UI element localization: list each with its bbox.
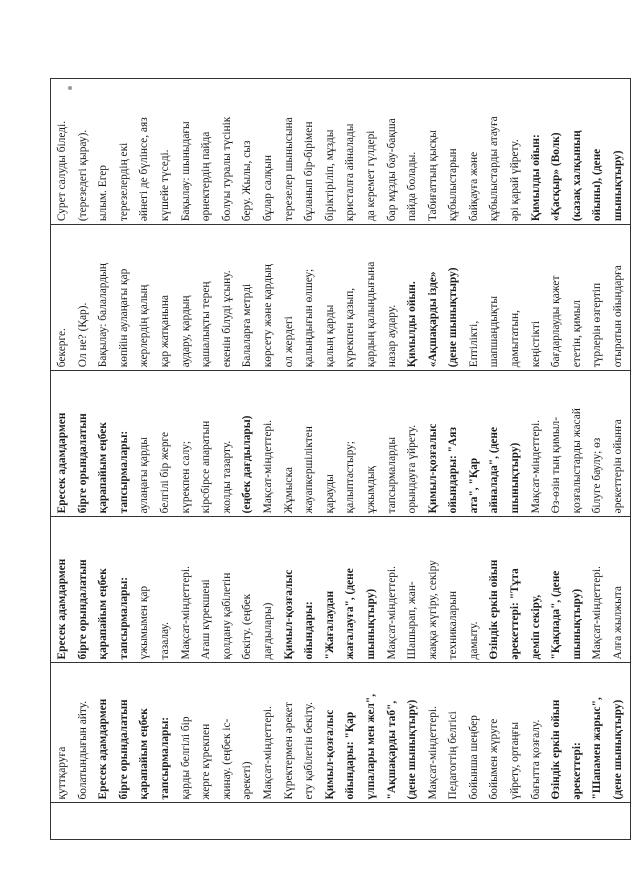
cell-line: қашалықты терең — [200, 281, 213, 368]
cell-line: "Шапамен жарыс", — [591, 697, 604, 800]
cell-line: (терезедегі қырау). — [76, 129, 89, 222]
cell-line: аулаңағы қарды — [138, 437, 151, 514]
cell-line: (дене шынықтыру) — [406, 699, 419, 800]
cell-line: бойымен жүруге — [488, 718, 501, 800]
cell-line: әрекеті) — [241, 761, 254, 800]
cell-line: Ересек адамдармен — [56, 412, 68, 514]
cell-line: шынықтыру) — [570, 588, 583, 660]
schedule-table — [50, 78, 631, 840]
cell-line: кірсбірсе апаратын — [200, 420, 213, 514]
cell-line: ойындары: "Қар — [344, 711, 357, 800]
cell-line: пайда болады. — [406, 151, 419, 222]
cell-line: "Жағалаудан — [323, 590, 336, 660]
cell-line: «Қасқыр» (Волк) — [550, 132, 563, 222]
cell-line: "Ақшақарды таб", — [385, 700, 398, 800]
cell-line: Сурет салуды біледі. — [56, 120, 68, 222]
cell-line: бағытта қозғалу. — [529, 719, 542, 800]
cell-line: Бақылау: шыныдағы — [179, 121, 192, 222]
cell-line: құбылыстарын — [447, 148, 460, 222]
cell-line: тапсырмалары: — [117, 576, 130, 660]
cell-line: шынықтыру) — [612, 150, 625, 222]
cell-line: жинау. (еңбек іс- — [220, 718, 233, 800]
cell-line: Бақылау: балалардың — [97, 263, 110, 368]
cell-line: қалыңдығын өлшеу; — [303, 268, 316, 368]
cell-line: Ересек адамдармен — [56, 558, 68, 660]
day-cell-2 — [51, 517, 631, 663]
cell-line: түрлерін өзгертіп — [591, 282, 604, 368]
cell-line: тапсырмалары: — [117, 430, 130, 514]
cell-line: Қимыл-қозғалыс — [323, 709, 336, 800]
cell-line: болатындығын айту. — [76, 700, 89, 800]
cell-line: үйрету, ортаңғы — [509, 722, 522, 800]
cell-line: айналада", (дене — [488, 426, 501, 514]
cell-line: Мақсат-міндеттері. — [591, 565, 604, 660]
cell-line: ылым. Егер — [97, 165, 110, 222]
cell-line: орындауға үйрету. — [406, 424, 419, 514]
cell-line: қар жатқанына — [158, 295, 171, 368]
cell-line: қалың қарды — [323, 304, 336, 368]
cell-line: қарапайым еңбек — [97, 422, 110, 514]
cell-line: дамыту. — [467, 621, 480, 660]
cell-line: Қимыл-қозғалыс — [426, 423, 439, 514]
cell-line: бекіту. (еңбек — [241, 593, 254, 660]
cell-line: да керемет гүлдері — [364, 130, 377, 222]
cell-line: Мақсат-міндеттері. — [426, 706, 439, 800]
cell-line: тапсырмалары: — [158, 716, 171, 800]
cell-line: Өзіндік еркін ойын — [488, 559, 501, 660]
cell-line: Күректермен әрекет — [282, 702, 295, 800]
cell-line: бірге орындалатын — [117, 699, 130, 800]
cell-line: тазалау. — [158, 622, 171, 660]
cell-line: бірге орындалатын — [76, 559, 89, 660]
cell-line: қуттқаруға — [56, 746, 68, 800]
cell-line: Қимыл-қозғалыс — [282, 569, 295, 660]
cell-line: Өзіндік еркін ойын — [550, 699, 563, 800]
cell-line: кристалға айналады — [344, 123, 357, 222]
day-cell-5 — [51, 79, 631, 225]
cell-line: күшейе түседі. — [158, 149, 171, 222]
cell-line: бекерге. — [56, 328, 68, 368]
cell-line: күрекпен салу; — [179, 441, 192, 514]
cell-line: әрекеттерін ойынға — [612, 419, 625, 514]
cell-line: жерлердің қалың — [138, 284, 151, 368]
cell-line: дамытатын, — [509, 310, 522, 368]
cell-line: қарауды — [323, 474, 336, 514]
cell-line: Қимылды ойын: — [529, 134, 542, 222]
cell-line: жерге күрекпен — [200, 723, 213, 800]
cell-line: ойындары: "Аяз — [447, 427, 460, 514]
cell-line: Мақсат-міндеттері. — [385, 565, 398, 660]
cell-line: беру. Жылы, сыз — [241, 140, 254, 222]
cell-line: үжымымен қар — [138, 585, 151, 660]
cell-line: Ептілікті, — [467, 320, 480, 368]
cell-line: білуге баулу; өз — [591, 437, 604, 514]
cell-line: әрекеттері: — [570, 742, 583, 800]
cell-line: Педагогтің белгісі — [447, 711, 460, 800]
cell-line: әрекеттері: "Тұта — [509, 568, 522, 660]
cell-line: (дене шынықтыру) — [612, 699, 625, 800]
cell-line: Мақсат-міндеттері. — [261, 706, 274, 800]
cell-line: ойындары: — [303, 601, 316, 660]
cell-line: кеңістікті — [529, 320, 542, 368]
cell-line: қарапайым еңбек — [138, 708, 151, 800]
cell-line: қардың қалыңдығына — [364, 261, 377, 368]
cell-line: жаққа жүгіру, секіру — [426, 560, 439, 660]
cell-line: ол жердегі — [282, 316, 295, 368]
cell-line: аудару, қардың — [179, 295, 192, 368]
cell-line: (еңбек дағдылары) — [241, 415, 254, 514]
cell-line: Мақсат-міндеттері. — [261, 419, 274, 514]
cell-line: қолдану қабілетін — [220, 572, 233, 660]
cell-line: отыратын ойындарға — [612, 265, 625, 368]
cell-line: болуы туралы түсінік — [220, 116, 233, 222]
cell-line: Ол не? (Қар). — [76, 302, 89, 368]
cell-line: қарапайым еңбек — [97, 568, 110, 660]
cell-line: бұланып бір-бірімен — [303, 121, 316, 222]
cell-line: ету қабілетін бекіту. — [303, 702, 316, 800]
cell-line: біріктіріліп, мұзды — [323, 129, 336, 222]
cell-line: ата", "Қар — [467, 457, 480, 514]
cell-line: бойынша шеңбер — [467, 715, 480, 800]
cell-line: назар аудару. — [385, 304, 398, 368]
cell-line: деміп секіру, — [529, 594, 542, 660]
cell-line: шапшаңдықты — [488, 295, 501, 368]
cell-line: «Ақшақарды ізде» — [426, 271, 439, 368]
cell-line: Шашырап, жан- — [406, 581, 419, 660]
cell-line: Өз-өзін тың қимыл- — [550, 416, 563, 514]
cell-line: (дене шынықтыру) — [447, 267, 460, 368]
cell-line: "Қақпада", (дене — [550, 570, 563, 660]
cell-line: бұлар салқын — [261, 155, 274, 222]
cell-line: құбылыстарды атауға — [488, 116, 501, 222]
cell-line: бар мұзды бау-бақша — [385, 118, 398, 222]
cell-line: шынықтыру) — [509, 442, 522, 514]
cell-line: Ағаш күрекшені — [200, 579, 213, 660]
day-cell-3 — [51, 371, 631, 517]
cell-line: күрекпен қазып, — [344, 287, 357, 368]
cell-line: үлпалары мен жел", — [364, 693, 377, 800]
cell-line: шынықтыру) — [364, 588, 377, 660]
cell-line: қарды белгілі бір — [179, 716, 192, 800]
cell-line: жауапкершіліктен — [303, 426, 316, 514]
row-label-cell — [51, 803, 631, 840]
cell-line: Мақсат-міндеттері. — [179, 565, 192, 660]
cell-line: қалыптастыру; — [344, 441, 357, 514]
cell-line: терезелер шынысына — [282, 117, 295, 222]
cell-line: әрі қарай үйрету. — [509, 139, 522, 222]
cell-line: әйнегі де бүлінсе, аяз — [138, 117, 151, 222]
cell-line: бағдарлауды қажет — [550, 275, 563, 368]
cell-line: терезелердің екі — [117, 142, 130, 222]
cell-line: техникаларын — [447, 590, 460, 660]
cell-line: ойыны), (дене — [591, 148, 604, 222]
cell-line: Балаларға метрді — [241, 283, 254, 368]
cell-line: Табиғаттың қысқы — [426, 130, 439, 222]
cell-line: белгілі бір жерге — [158, 431, 171, 514]
cell-line: Жұмыска — [282, 467, 295, 514]
cell-line: ұжымдық — [364, 465, 377, 514]
cell-line: қозғалыстарды жасай — [570, 408, 583, 514]
cell-line: Ересек адамдармен — [97, 698, 110, 800]
cell-line: ететін, қимыл — [570, 300, 583, 368]
cell-line: бірге орындалатын — [76, 413, 89, 514]
cell-line: тапсырмаларды — [385, 436, 398, 514]
cell-line: Мақсат-міндеттері. — [529, 419, 542, 514]
table-row — [51, 79, 631, 840]
cell-line: көпйін аулаңағы қар — [117, 268, 130, 368]
cell-line: көрсету және қардың — [261, 264, 274, 368]
day-cell-4 — [51, 225, 631, 371]
cell-line: байқауға және — [467, 151, 480, 222]
cell-line: екенін білуді ұсыну. — [220, 270, 233, 368]
cell-line: жолды тазарту. — [220, 440, 233, 514]
day-cell-1 — [51, 663, 631, 803]
cell-line: (казақ халқының — [570, 130, 583, 222]
cell-line: жағалауға", (дене — [344, 568, 357, 660]
cell-line: Қимылды ойын. — [406, 281, 419, 368]
cell-line: Алға жылжыта — [612, 586, 625, 660]
cell-line: өрнектердің пайда — [200, 131, 213, 222]
cell-line: дағдылары) — [261, 602, 274, 660]
